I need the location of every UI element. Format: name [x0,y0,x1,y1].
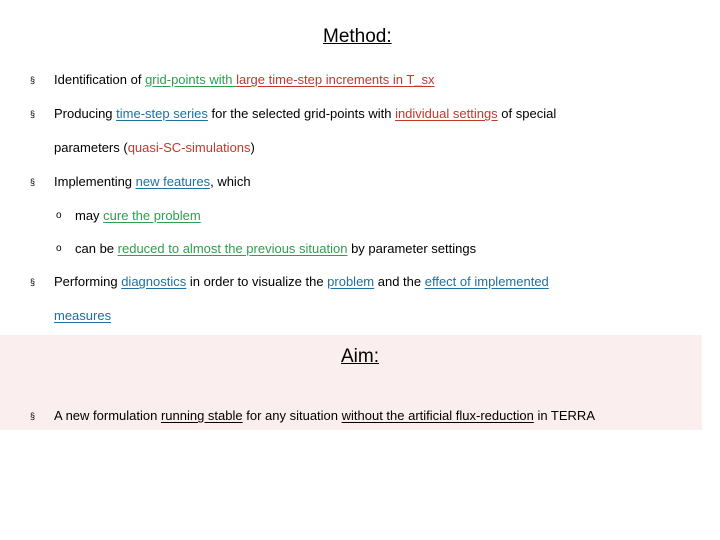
text-segment: in order to visualize the [186,274,328,289]
aim-bullet-1 [54,408,595,424]
text-segment: , which [210,174,251,189]
highlight-text: diagnostics [121,274,187,289]
method-bullet-3 [54,174,251,190]
bullet-marker: § [30,277,36,287]
bullet-marker: § [30,109,36,119]
text-segment: for the selected grid-points with [207,106,396,121]
method-bullet-2 [54,106,556,122]
highlight-text: individual settings [395,106,498,121]
highlight-text: large time-step increments in T_sx [236,72,435,87]
text-segment: may [75,208,104,223]
method-title: Method: [323,26,392,47]
sub-bullet-marker: o [56,210,62,221]
bullet-marker: § [30,75,36,85]
highlight-text: measures [54,308,112,323]
method-bullet-4-continued [54,308,111,324]
sub-bullet-marker: o [56,243,62,254]
text-segment: and the [374,274,425,289]
text-segment: Performing [54,274,122,289]
text-segment: Identification of [54,72,146,87]
highlight-text: grid-points with [145,72,237,87]
method-sub-bullet-1 [75,208,201,224]
highlight-text: cure the problem [103,208,201,223]
highlight-text: reduced to almost the previous situation [117,241,348,256]
text-segment: by parameter settings [347,241,477,256]
highlight-text: time-step series [116,106,208,121]
bullet-marker: § [30,177,36,187]
text-segment: in TERRA [533,408,595,423]
highlight-text: quasi-SC-simulations [127,140,251,155]
text-segment: for any situation [242,408,342,423]
method-bullet-2-continued [54,140,255,156]
highlight-text: running stable [160,408,243,423]
method-sub-bullet-2 [75,241,476,257]
text-segment: of special [497,106,557,121]
highlight-text: without the artificial flux-reduction [341,408,534,423]
highlight-text: problem [327,274,375,289]
aim-title: Aim: [341,346,379,367]
text-segment: Implementing [54,174,136,189]
highlight-text: new features [135,174,211,189]
text-segment: parameters ( [54,140,128,155]
method-bullet-1 [54,72,435,88]
text-segment: A new formulation [54,408,161,423]
highlight-text: effect of implemented [424,274,549,289]
text-segment: can be [75,241,118,256]
text-segment: Producing [54,106,117,121]
text-segment: ) [250,140,255,155]
method-bullet-4 [54,274,549,290]
bullet-marker: § [30,411,36,421]
